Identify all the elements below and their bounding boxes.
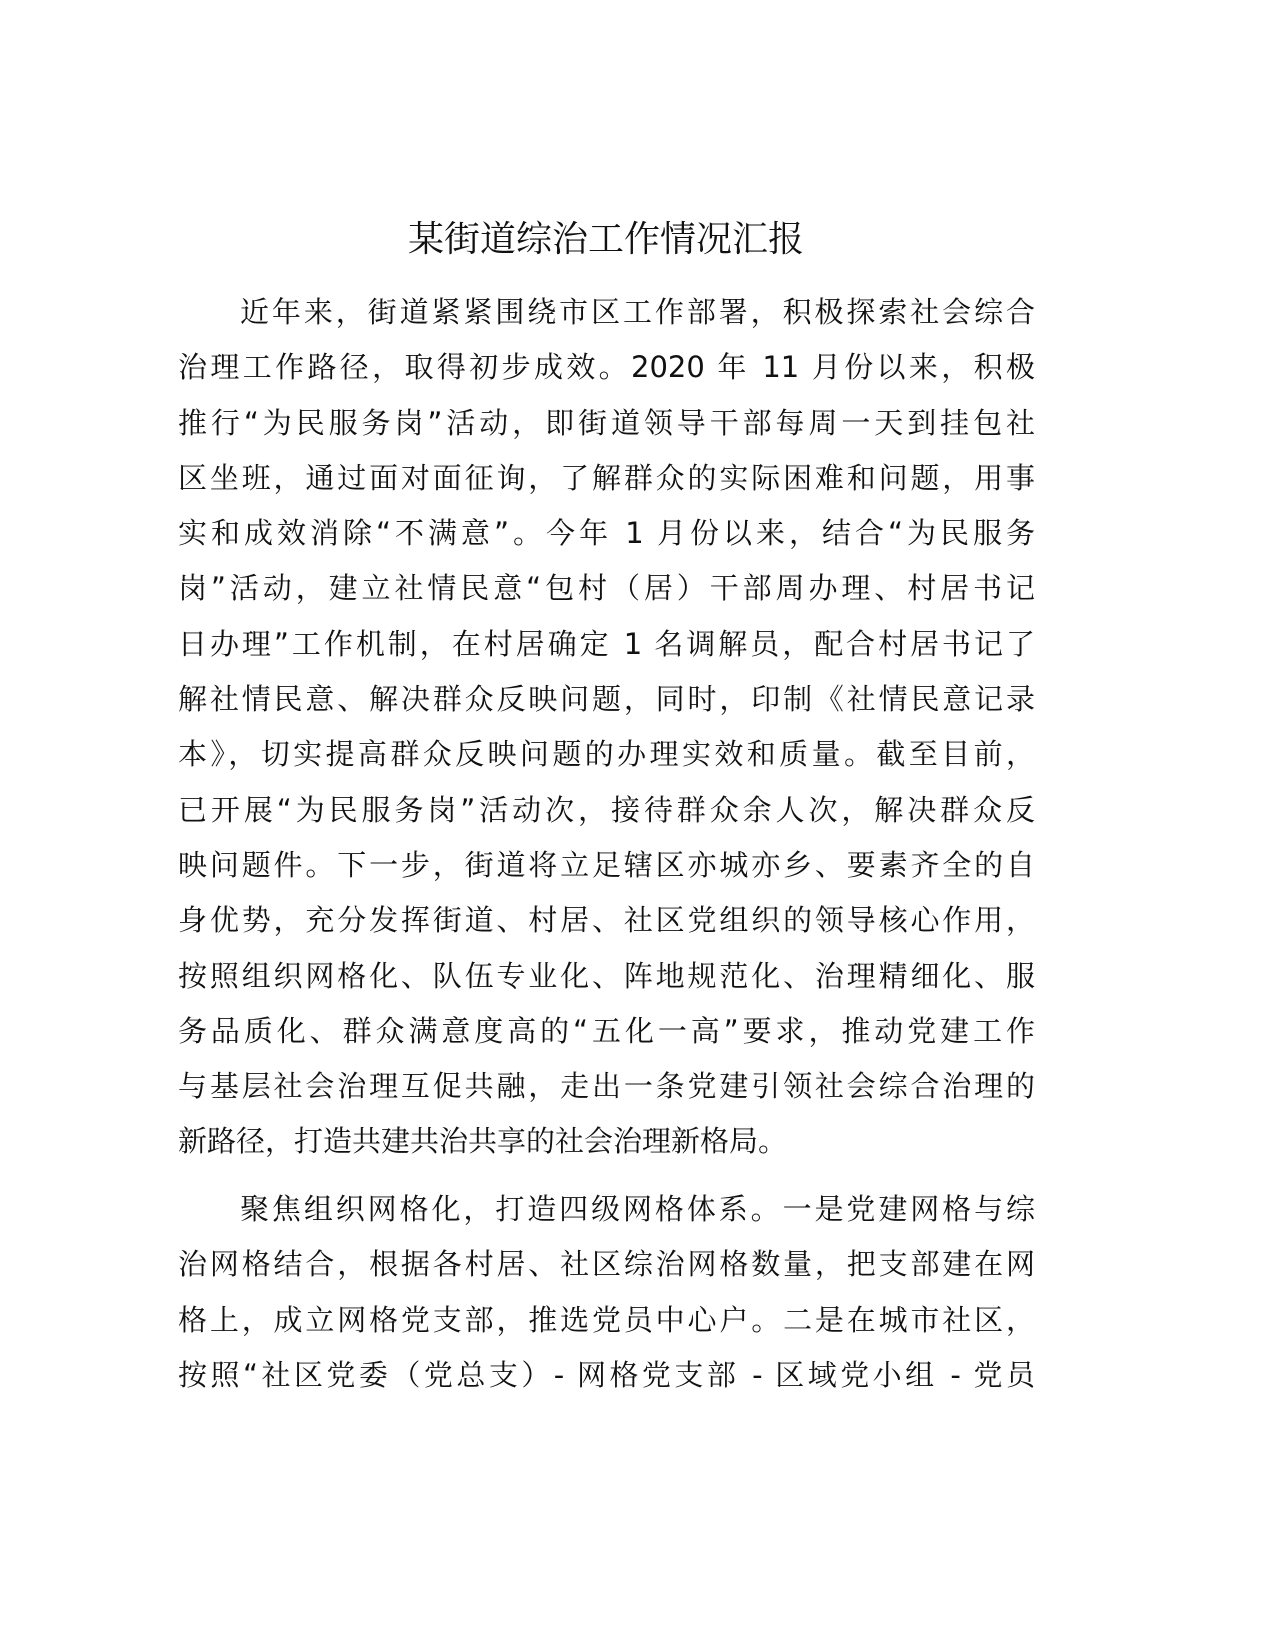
text-line: 近年来，街道紧紧围绕市区工作部署，积极探索社会综合: [240, 295, 1035, 329]
text-line: 解社情民意、解决群众反映问题，同时，印制《社情民意记录: [178, 682, 1035, 717]
text-line: 岗”活动，建立社情民意“包村（居）干部周办理、村居书记: [178, 571, 1035, 606]
text-line: 区坐班，通过面对面征询，了解群众的实际困难和问题，用事: [178, 460, 1035, 495]
text-line: 实和成效消除“不满意”。今年 1 月份以来，结合“为民服务: [178, 516, 1035, 551]
text-line: 本》，切实提高群众反映问题的办理实效和质量。截至目前，: [178, 737, 1035, 772]
paragraph-2: [178, 1182, 1035, 1403]
text-line: 与基层社会治理互促共融，走出一条党建引领社会综合治理的: [178, 1069, 1035, 1104]
text-line: 新路径，打造共建共治共享的社会治理新格局。: [178, 1124, 788, 1159]
text-line: 聚焦组织网格化，打造四级网格体系。一是党建网格与综: [240, 1192, 1035, 1226]
text-line: 格上，成立网格党支部，推选党员中心户。二是在城市社区，: [178, 1302, 1035, 1337]
text-line: 身优势，充分发挥街道、村居、社区党组织的领导核心作用，: [178, 903, 1035, 938]
text-line: 按照“社区党委（党总支）- 网格党支部 - 区域党小组 - 党员: [178, 1357, 1035, 1392]
text-line: 治理工作路径，取得初步成效。2020 年 11 月份以来，积极: [178, 350, 1035, 385]
text-line: 映问题件。下一步，街道将立足辖区亦城亦乡、要素齐全的自: [178, 847, 1035, 882]
text-line: 推行“为民服务岗”活动，即街道领导干部每周一天到挂包社: [178, 405, 1035, 440]
text-line: 已开展“为民服务岗”活动次，接待群众余人次，解决群众反: [178, 792, 1035, 827]
paragraph-1: [178, 285, 1035, 1170]
text-line: 按照组织网格化、队伍专业化、阵地规范化、治理精细化、服: [178, 958, 1035, 993]
text-line: 日办理”工作机制，在村居确定 1 名调解员，配合村居书记了: [178, 626, 1035, 661]
text-line: 务品质化、群众满意度高的“五化一高”要求，推动党建工作: [178, 1013, 1035, 1048]
text-line: 治网格结合，根据各村居、社区综治网格数量，把支部建在网: [178, 1247, 1035, 1282]
document-title: 某街道综治工作情况汇报: [407, 219, 804, 260]
